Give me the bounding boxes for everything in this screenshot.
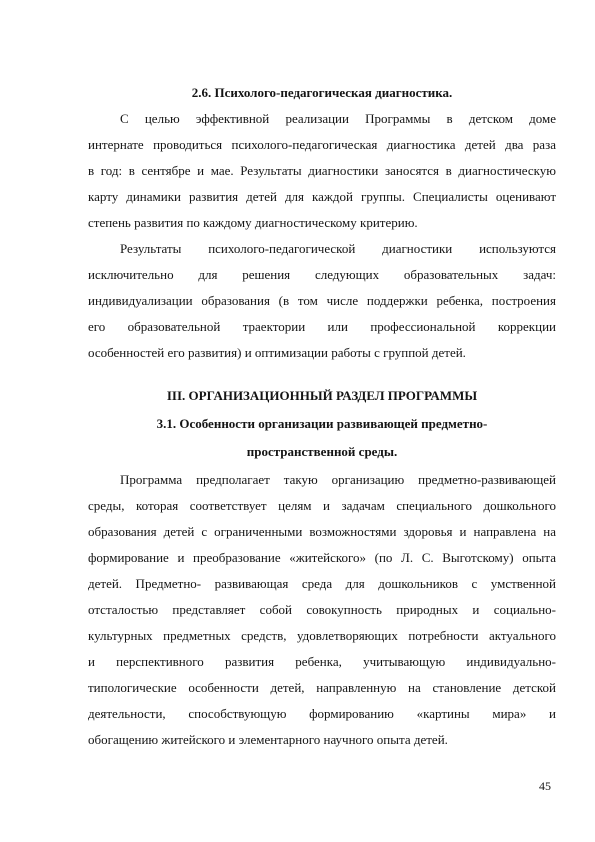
- text-line: в год: в сентябре и мае. Результаты диагностики заносятся в диагностическую: [88, 163, 556, 178]
- text-line: индивидуализации образования (в том числе поддержки ребенка, построения: [88, 293, 556, 308]
- text-line: культурных предметных средств, удовлетворяющих потребности актуального: [88, 628, 556, 643]
- text-line: образования детей с ограниченными возможностями здоровья и направлена на: [88, 524, 556, 539]
- text-line: С целью эффективной реализации Программы в детском доме: [120, 111, 556, 126]
- text-line: типологические особенности детей, направленную на становление детской: [88, 680, 556, 695]
- subsection-3-1-title-line-2: пространственной среды.: [246, 444, 398, 459]
- text-line: среды, которая соответствует целям и задачам специального дошкольного: [88, 498, 556, 513]
- section-2-6-title: 2.6. Психолого-педагогическая диагностика.: [191, 85, 453, 100]
- text-line: детей. Предметно- развивающая среда для дошкольников с умственной: [88, 576, 556, 591]
- text-line: Результаты психолого-педагогической диагностики используются: [120, 241, 556, 256]
- text-line: его образовательной траектории или профессиональной коррекции: [88, 319, 556, 334]
- page-number: 45: [539, 779, 551, 793]
- text-line: степень развития по каждому диагностическому критерию.: [88, 215, 418, 230]
- text-line: особенностей его развития) и оптимизации работы с группой детей.: [88, 345, 466, 360]
- text-line: деятельности, способствующую формированию «картины мира» и: [88, 706, 556, 721]
- text-line: карту динамики развития детей для каждой группы. Специалисты оценивают: [88, 189, 556, 204]
- text-line: исключительно для решения следующих образовательных задач:: [88, 267, 556, 282]
- text-line: формирование и преобразование «житейского» (по Л. С. Выготскому) опыта: [88, 550, 556, 565]
- text-line: и перспективного развития ребенка, учитывающую индивидуально-: [88, 654, 556, 669]
- text-line: Программа предполагает такую организацию предметно-развивающей: [120, 472, 556, 487]
- text-line: интернате проводиться психолого-педагогическая диагностика детей два раза: [88, 137, 556, 152]
- text-line: обогащению житейского и элементарного научного опыта детей.: [88, 732, 448, 747]
- section-3-title: III. ОРГАНИЗАЦИОННЫЙ РАЗДЕЛ ПРОГРАММЫ: [166, 388, 478, 403]
- subsection-3-1-title-line-1: 3.1. Особенности организации развивающей предметно-: [156, 416, 488, 431]
- text-line: отсталостью представляет собой совокупность природных и социально-: [88, 602, 556, 617]
